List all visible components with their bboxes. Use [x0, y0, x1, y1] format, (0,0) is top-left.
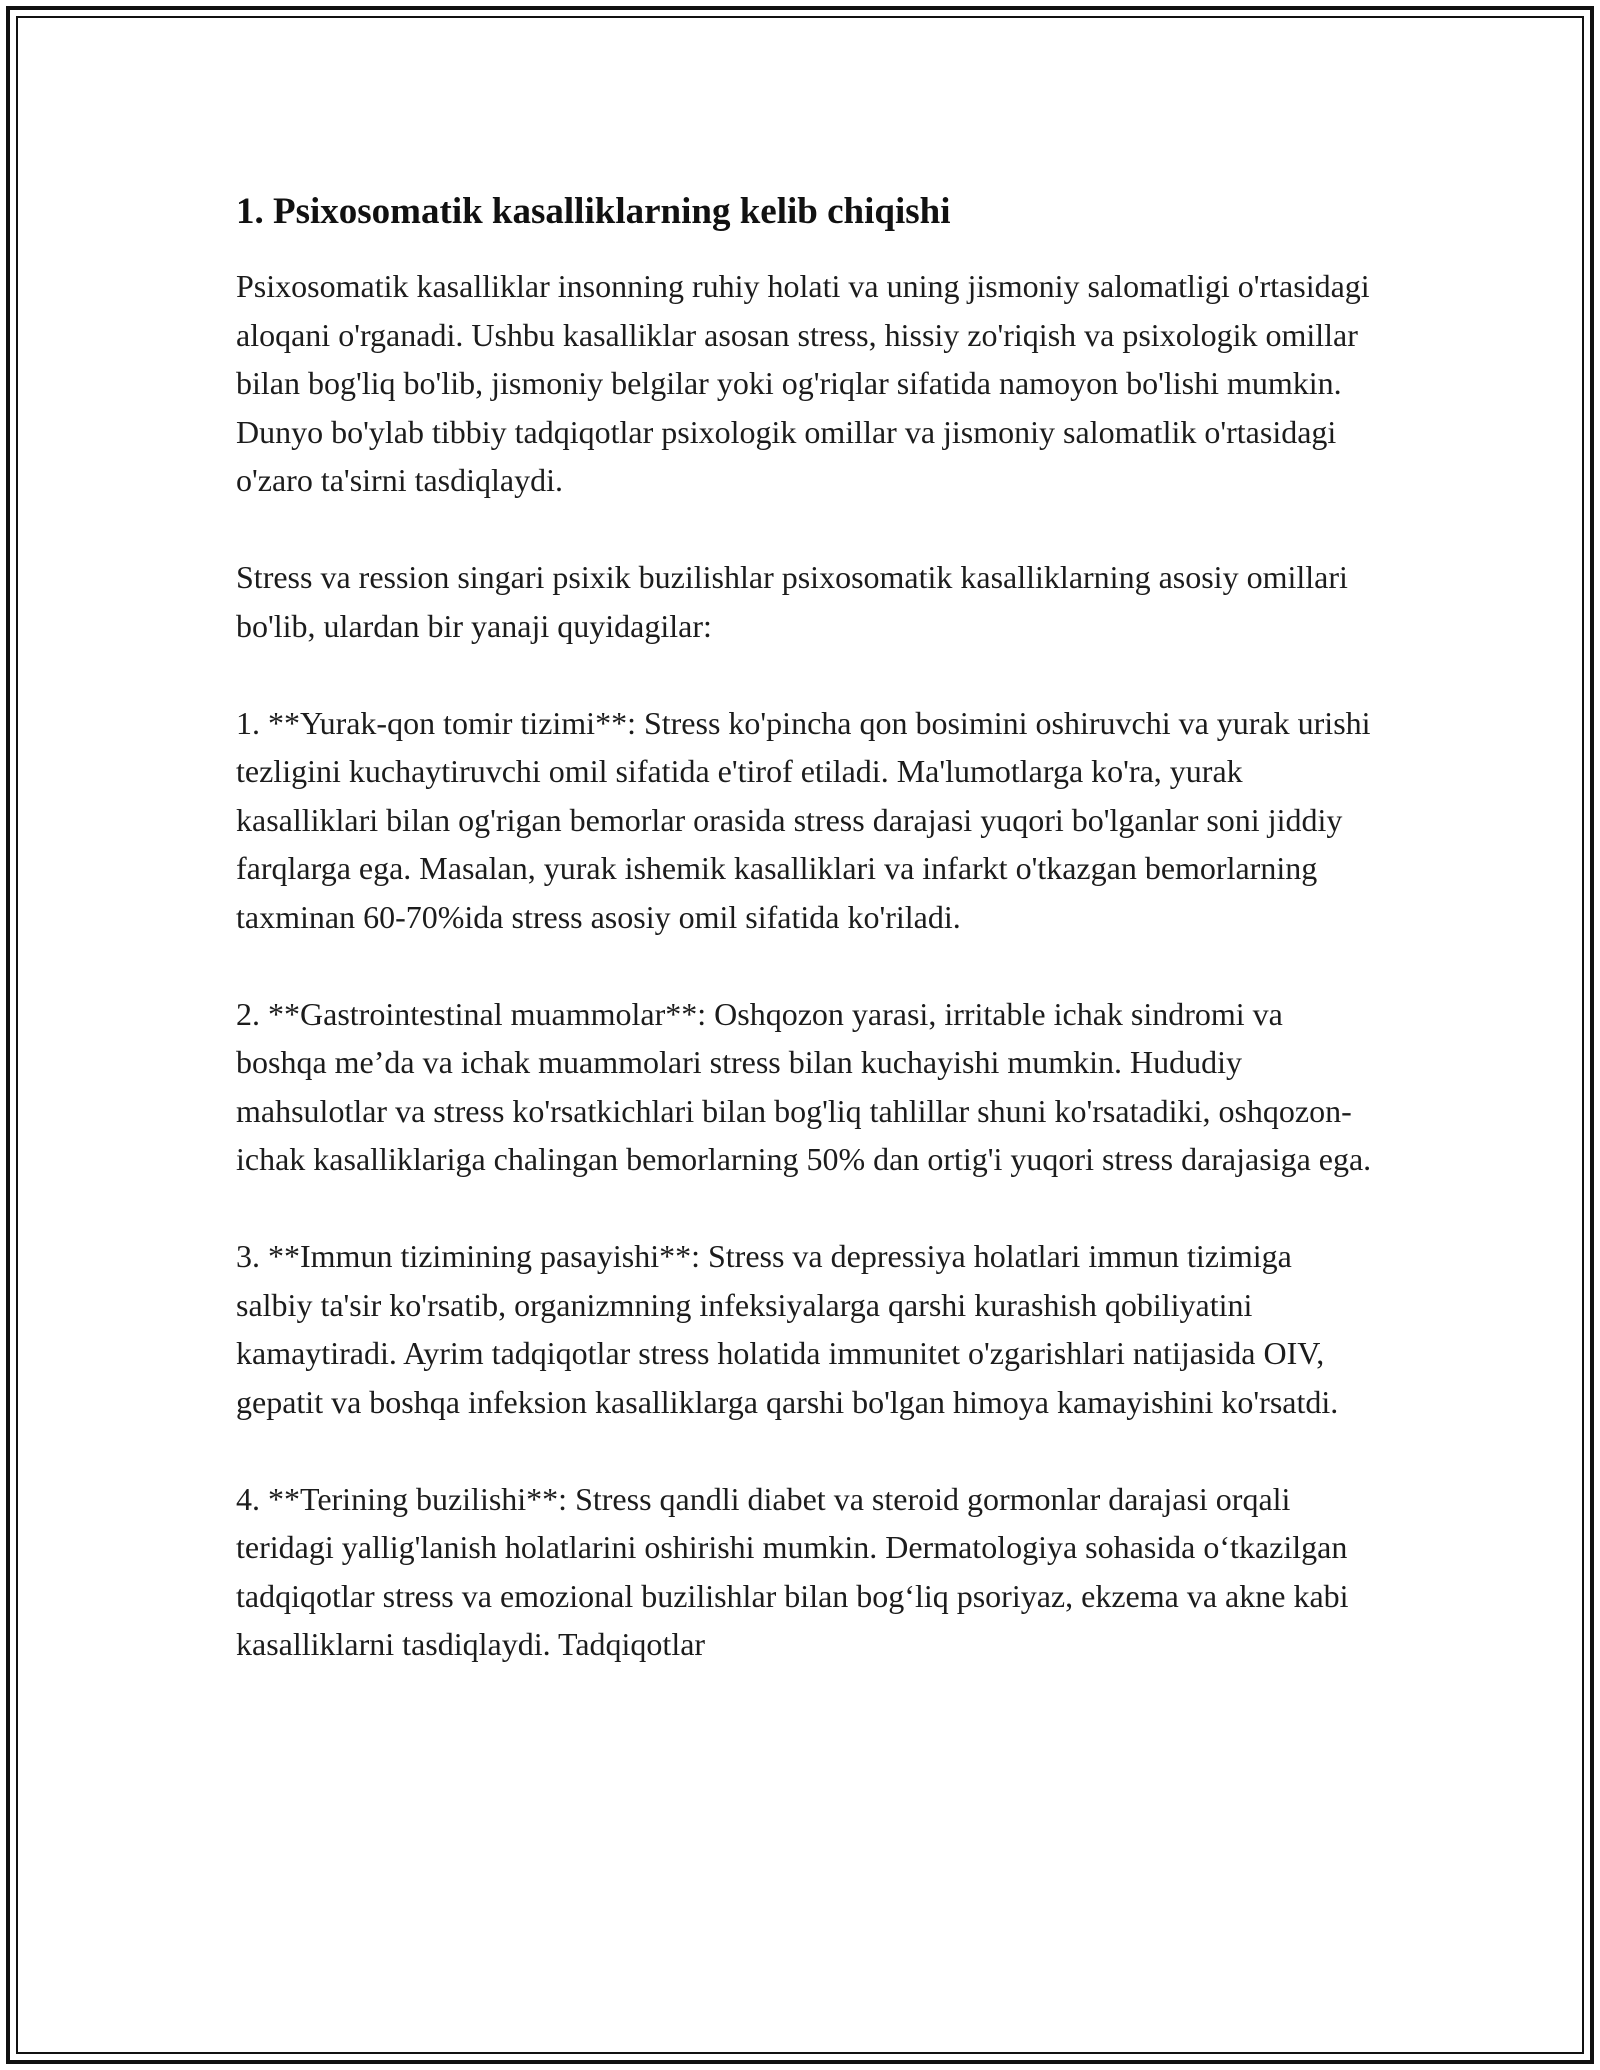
document-body: [236, 188, 1376, 1717]
paragraph-gastrointestinal: 2. **Gastrointestinal muammolar**: Oshqozon yarasi, irritable ichak sindromi va boshqa me’da va ichak muammolari stress bilan kuchayishi mumkin. Hududiy mahsulotlar va stress ko'rsatkichlari bilan bog'liq tahlillar shuni ko'rsatadiki, oshqozon-ichak kasalliklariga chalingan bemorlarning 50% dan ortig'i yuqori stress darajasiga ega.: [236, 995, 1372, 1177]
section-heading: 1. Psixosomatik kasalliklarning kelib chiqishi: [236, 191, 951, 232]
paragraph-cardiovascular: 1. **Yurak-qon tomir tizimi**: Stress ko'pincha qon bosimini oshiruvchi va yurak urishi tezligini kuchaytiruvchi omil sifatida e'tirof etiladi. Ma'lumotlarga ko'ra, yurak kasalliklari bilan og'rigan bemorlar orasida stress darajasi yuqori bo'lganlar soni jiddiy farqlarga ega. Masalan, yurak ishemik kasalliklari va infarkt o'tkazgan bemorlarning taxminan 60-70%ida stress asosiy omil sifatida ko'riladi.: [236, 704, 1371, 935]
paragraph-intro: Psixosomatik kasalliklar insonning ruhiy holati va uning jismoniy salomatligi o'rtasidagi aloqani o'rganadi. Ushbu kasalliklar asosan stress, hissiy zo'riqish va psixologik omillar bilan bog'liq bo'lib, jismoniy belgilar yoki og'riqlar sifatida namoyon bo'lishi mumkin. Dunyo bo'ylab tibbiy tadqiqotlar psixologik omillar va jismoniy salomatlik o'rtasidagi o'zaro ta'sirni tasdiqlaydi.: [236, 268, 1370, 498]
paragraph-skin: 4. **Terining buzilishi**: Stress qandli diabet va steroid gormonlar darajasi orqali teridagi yallig'lanish holatlarini oshirishi mumkin. Dermatologiya sohasida o‘tkazilgan tadqiqotlar stress va emozional buzilishlar bilan bog‘liq psoriyaz, ekzema va akne kabi kasalliklarni tasdiqlaydi. Tadqiqotlar: [236, 1480, 1349, 1662]
paragraph-immune: 3. **Immun tizimining pasayishi**: Stress va depressiya holatlari immun tizimiga salbiy ta'sir ko'rsatib, organizmning infeksiyalarga qarshi kurashish qobiliyatini kamaytiradi. Ayrim tadqiqotlar stress holatida immunitet o'zgarishlari natijasida OIV, gepatit va boshqa infeksion kasalliklarga qarshi bo'lgan himoya kamayishini ko'rsatdi.: [236, 1238, 1339, 1420]
paragraph-factors: Stress va ression singari psixik buzilishlar psixosomatik kasalliklarning asosiy omillari bo'lib, ulardan bir yanaji quyidagilar:: [236, 559, 1348, 644]
